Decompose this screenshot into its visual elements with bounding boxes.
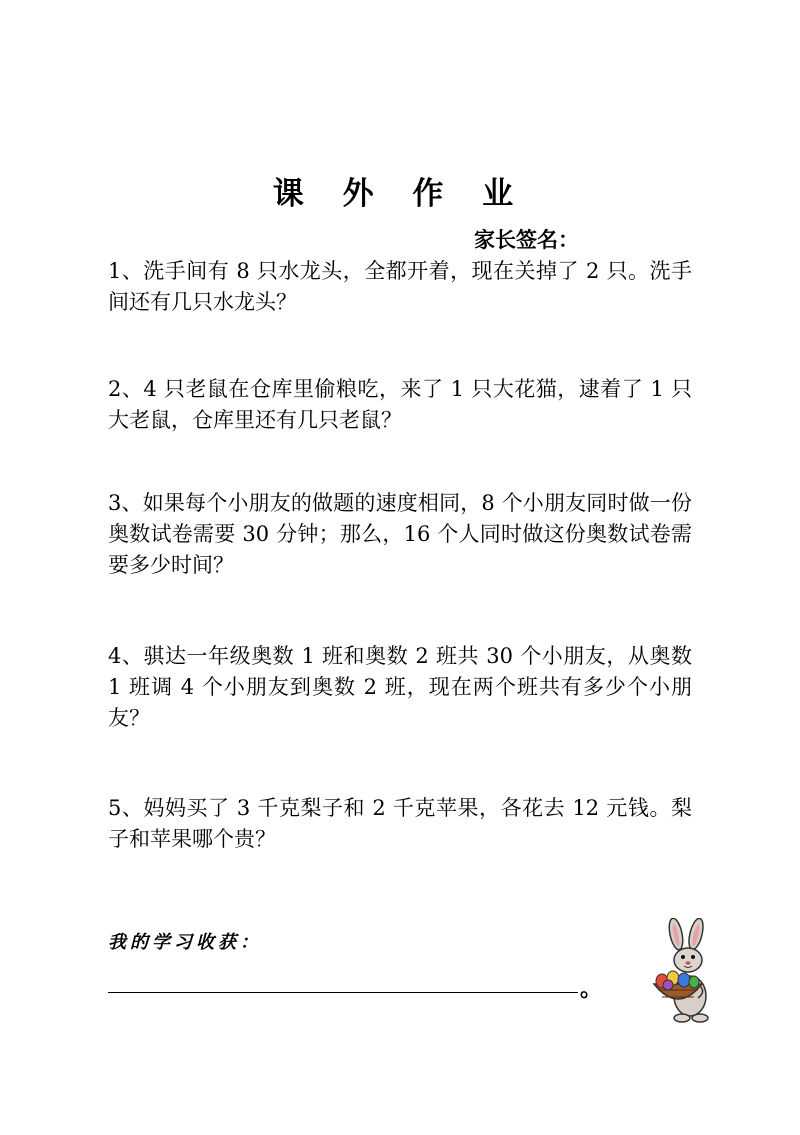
page-title: 课 外 作 业 bbox=[272, 176, 528, 212]
question-4: 4、骐达一年级奥数 1 班和奥数 2 班共 30 个小朋友，从奥数 1 班调 4 个小朋友到奥数 2 班，现在两个班共有多少个小朋友？ bbox=[108, 644, 692, 730]
learning-harvest-label: 我的学习收获： bbox=[108, 932, 262, 953]
line-end-mark: 。 bbox=[580, 976, 603, 1002]
question-2: 2、4 只老鼠在仓库里偷粮吃，来了 1 只大花猫，逮着了 1 只大老鼠，仓库里还有几只老鼠？ bbox=[108, 377, 692, 432]
question-5: 5、妈妈买了 3 千克梨子和 2 千克苹果，各花去 12 元钱。梨子和苹果哪个贵？ bbox=[108, 796, 692, 851]
question-1: 1、洗手间有 8 只水龙头，全都开着，现在关掉了 2 只。洗手间还有几只水龙头？ bbox=[108, 259, 692, 314]
parent-signature-label: 家长签名： bbox=[474, 228, 579, 252]
answer-line[interactable] bbox=[108, 992, 578, 993]
question-3: 3、如果每个小朋友的做题的速度相同，8 个小朋友同时做一份奥数试卷需要 30 分钟；那么，16 个人同时做这份奥数试卷需要多少时间？ bbox=[108, 491, 692, 577]
bunny-with-easter-eggs-icon bbox=[640, 918, 722, 1028]
